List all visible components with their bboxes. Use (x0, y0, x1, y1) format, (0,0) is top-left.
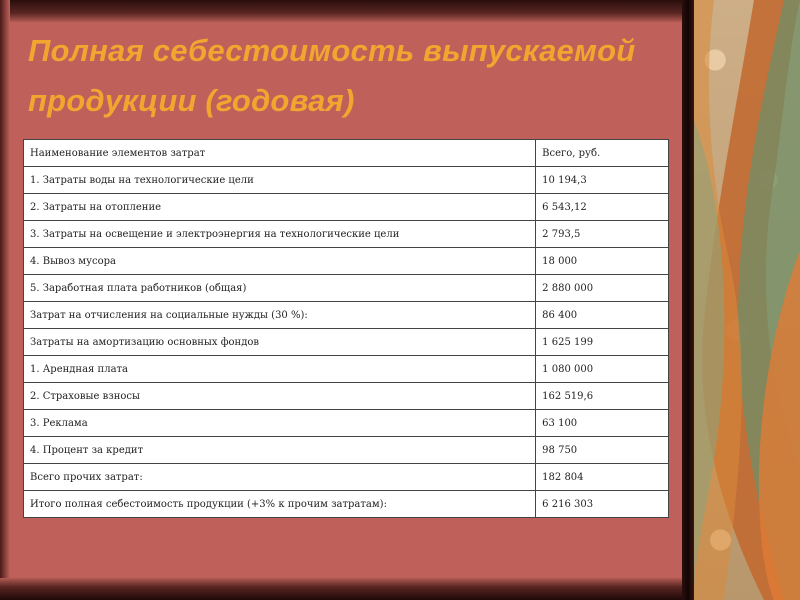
header-total-rub: Всего, руб. (536, 140, 669, 167)
row-value: 162 519,6 (536, 383, 669, 410)
decorative-ribbons-icon (694, 0, 800, 600)
table-row (24, 383, 669, 410)
table-row (24, 437, 669, 464)
row-value: 98 750 (536, 437, 669, 464)
table-row (24, 302, 669, 329)
slide-title: Полная себестоимость выпускаемой продукции (годовая) (28, 33, 636, 118)
slide-frame-left (0, 0, 10, 600)
table-row (24, 194, 669, 221)
row-value: 63 100 (536, 410, 669, 437)
row-value: 2 880 000 (536, 275, 669, 302)
table-row (24, 491, 669, 518)
row-name: 5. Заработная плата работников (общая) (24, 275, 536, 302)
row-name: Всего прочих затрат: (24, 464, 536, 491)
slide-frame-bottom (0, 578, 690, 600)
row-value: 86 400 (536, 302, 669, 329)
row-value: 1 080 000 (536, 356, 669, 383)
row-name: Затрат на отчисления на социальные нужды (30 %): (24, 302, 536, 329)
row-value: 18 000 (536, 248, 669, 275)
row-name: Затраты на амортизацию основных фондов (24, 329, 536, 356)
row-value: 6 543,12 (536, 194, 669, 221)
table-row (24, 356, 669, 383)
table-row (24, 221, 669, 248)
row-name: 2. Страховые взносы (24, 383, 536, 410)
row-name: 3. Реклама (24, 410, 536, 437)
slide-frame-top (0, 0, 690, 22)
row-name: 2. Затраты на отопление (24, 194, 536, 221)
row-name: 4. Процент за кредит (24, 437, 536, 464)
row-name: 1. Арендная плата (24, 356, 536, 383)
table-row (24, 275, 669, 302)
row-value: 6 216 303 (536, 491, 669, 518)
table-row (24, 248, 669, 275)
row-value: 1 625 199 (536, 329, 669, 356)
row-value: 2 793,5 (536, 221, 669, 248)
table-row (24, 464, 669, 491)
table-header-row (24, 140, 669, 167)
row-value: 10 194,3 (536, 167, 669, 194)
row-name: 1. Затраты воды на технологические цели (24, 167, 536, 194)
table-row (24, 167, 669, 194)
row-name: 3. Затраты на освещение и электроэнергия на технологические цели (24, 221, 536, 248)
row-name: 4. Вывоз мусора (24, 248, 536, 275)
row-name: Итого полная себестоимость продукции (+3% к прочим затратам): (24, 491, 536, 518)
cost-table (23, 139, 669, 518)
table-row (24, 410, 669, 437)
slide-divider (682, 0, 694, 600)
decorative-panel (694, 0, 800, 600)
row-value: 182 804 (536, 464, 669, 491)
header-cost-element: Наименование элементов затрат (24, 140, 536, 167)
table-row (24, 329, 669, 356)
